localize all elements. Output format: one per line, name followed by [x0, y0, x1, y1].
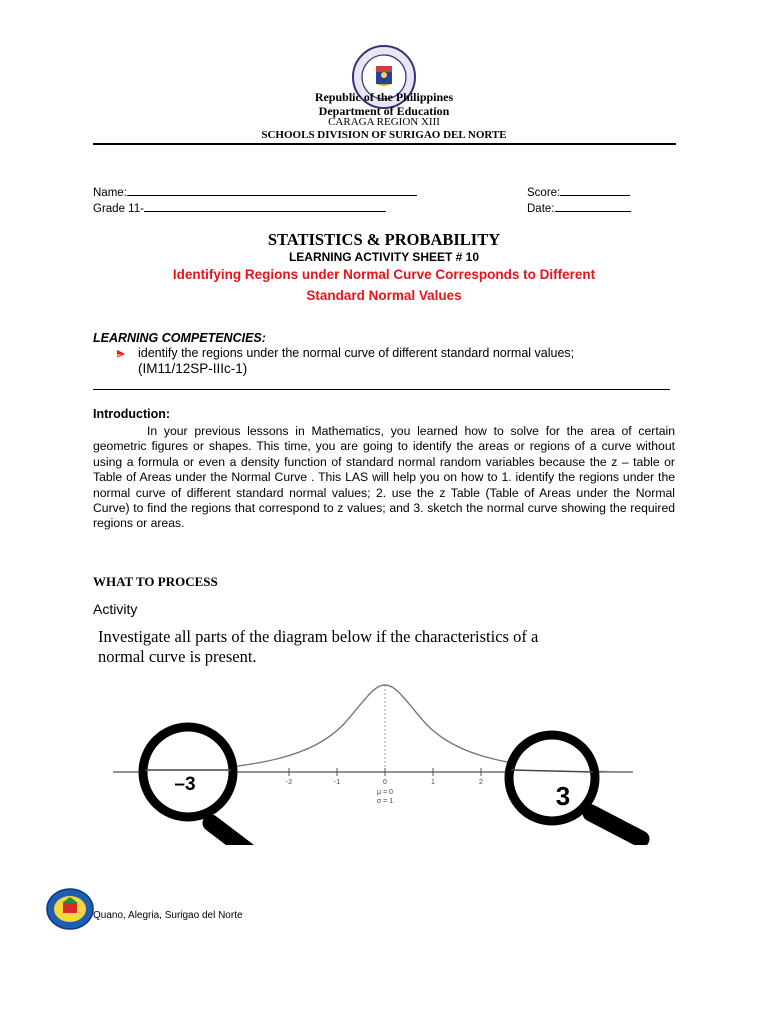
score-label: Score: — [527, 187, 561, 199]
magnifier-left-label: –3 — [174, 774, 196, 795]
score-field[interactable] — [527, 185, 630, 199]
tick-label-neg2: -2 — [285, 779, 293, 786]
header-divider — [93, 143, 676, 145]
date-blank[interactable] — [555, 201, 631, 212]
header-department: Department of Education — [318, 104, 450, 118]
grade-field[interactable] — [93, 201, 386, 215]
tick-label-0: 0 — [383, 779, 387, 786]
header-region: CARAGA REGION XIII — [328, 116, 440, 128]
competency-item: identify the regions under the normal curve of different standard normal values; — [138, 346, 575, 360]
mu-label: μ = 0 — [377, 789, 393, 796]
magnifier-right-icon — [509, 735, 641, 839]
activity-instruction-line1: Investigate all parts of the diagram below if the characteristics of a — [98, 627, 539, 646]
header-republic: Republic of the Philippines — [314, 90, 454, 104]
footer-address: Quano, Alegria, Surigao del Norte — [93, 910, 243, 921]
section-divider — [93, 389, 670, 390]
date-label: Date: — [527, 203, 555, 215]
arrow-bullet-icon — [115, 348, 127, 360]
sigma-label: σ = 1 — [376, 798, 394, 805]
activity-instruction-line2: normal curve is present. — [98, 647, 257, 666]
grade-label: Grade 11- — [93, 203, 144, 215]
score-blank[interactable] — [560, 185, 630, 196]
competency-code: (IM11/12SP-IIIc-1) — [138, 361, 248, 376]
tick-label-1: 1 — [431, 779, 435, 786]
header-division: SCHOOLS DIVISION OF SURIGAO DEL NORTE — [261, 129, 507, 141]
activity-label: Activity — [93, 601, 138, 617]
date-field[interactable] — [527, 201, 631, 215]
magnifier-right-label: 3 — [555, 781, 571, 811]
competencies-heading: LEARNING COMPETENCIES: — [93, 331, 266, 345]
name-blank[interactable] — [127, 185, 417, 196]
magnifier-left-icon — [143, 727, 261, 845]
tick-label-neg1: -1 — [333, 779, 341, 786]
name-field[interactable] — [93, 185, 417, 199]
name-label: Name: — [93, 187, 127, 199]
normal-curve-diagram — [93, 663, 653, 845]
sheet-title: LEARNING ACTIVITY SHEET # 10 — [288, 250, 480, 264]
topic-title-line2: Standard Normal Values — [306, 288, 462, 303]
grade-blank[interactable] — [144, 201, 386, 212]
school-logo-icon — [46, 885, 94, 933]
activity-image — [93, 623, 653, 845]
process-heading: WHAT TO PROCESS — [93, 574, 218, 589]
tick-label-2: 2 — [479, 779, 483, 786]
topic-title-line1: Identifying Regions under Normal Curve Corresponds to Different — [172, 267, 596, 282]
subject-title: STATISTICS & PROBABILITY — [267, 230, 501, 249]
introduction-heading: Introduction: — [93, 407, 171, 421]
introduction-text: In your previous lessons in Mathematics, you learned how to solve for the area of certain geometric figures or shapes. This time, you are going to identify the areas or regions of a curve without using a formula or even a density function of standard normal random variables because the z – table or Table of Areas under the Normal Curve . This LAS will help you on how to 1. identify the regions under the normal curve of different standard normal values; 2. use the z Table (Table of Areas under the Normal Curve) to find the regions that correspond to z values; and 3. sketch the normal curve showing the required regions or areas. — [93, 424, 675, 531]
